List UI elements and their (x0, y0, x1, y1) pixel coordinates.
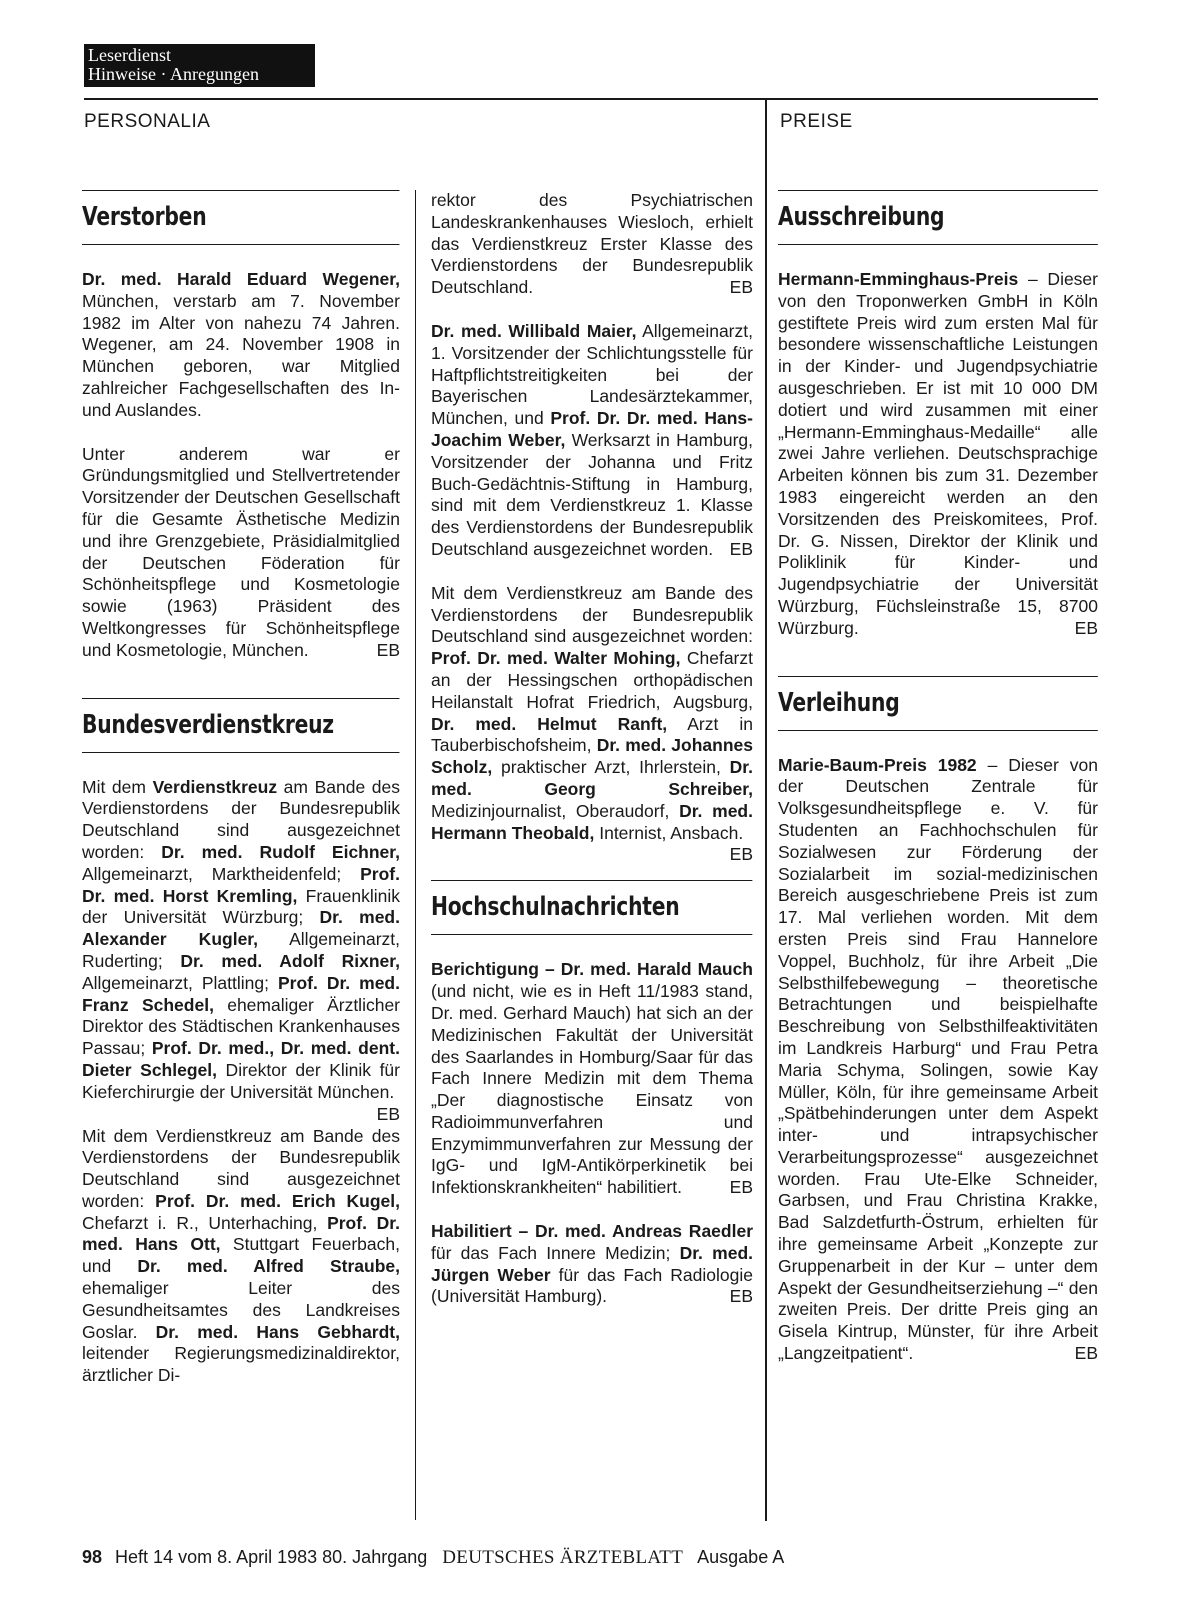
article-wegener: Dr. med. Harald Eduard Wegener, München, verstarb am 7. November 1982 im Alter von nahezu 74 Jahren. Wegener, am 24. November 1908 in München geboren, war Mitglied zahlreicher Fachgesellschaften des In- und Auslandes. (82, 269, 400, 420)
article-berichtigung: Berichtigung – Dr. med. Harald Mauch (und nicht, wie es in Heft 11/1983 stand, Dr. med. Gerhard Mauch) hat sich an der Medizinischen Fakultät der Universität des Saarlandes in Homburg/Saar für das Fach Innere Medizin mit dem Thema „Der diagnostische Einsatz von Radioimmunverfahren und Enzymimmunverfahren zur Messung der IgG- und IgM-Antikörperkinetik bei Infektionskrankheiten“ habilitiert. EB (431, 959, 753, 1198)
issue-info: Heft 14 vom 8. April 1983 80. Jahrgang (115, 1547, 428, 1567)
author-sign: EB (1074, 1343, 1098, 1364)
section-label-personalia: PERSONALIA (84, 111, 211, 132)
article-emminghaus-preis: Hermann-Emminghaus-Preis – Dieser von den Troponwerken GmbH in Köln gestiftete Preis wird zum ersten Mal für besondere wissenschaftliche Leistungen in der Kinder- und Jugendpsychiatrie ausgeschrieben. Er ist mit 10 000 DM dotiert und wird zusammen mit einer „Hermann-Emminghaus-Medaille“ alle zwei Jahre verliehen. Deutschsprachige Arbeiten können bis zum 31. Dezember 1983 eingereicht werden an den Vorsitzenden des Preiskomitees, Prof. Dr. G. Nissen, Direktor der Klinik und Poliklinik für Kinder- und Jugendpsychiatrie der Universität Würzburg, Füchsleinstraße 15, 8700 Würzburg. EB (778, 269, 1098, 638)
author-sign: EB (376, 639, 400, 660)
heading-bundesverdienstkreuz: Bundesverdienstkreuz (82, 698, 399, 753)
author-sign: EB (1074, 617, 1098, 638)
article-verdienstkreuz-2: Mit dem Verdienstkreuz am Bande des Verdienstordens der Bundesrepublik Deutschland sind ausgezeichnet worden: Prof. Dr. med. Erich Kugel, Chefarzt i. R., Unterhaching, Prof. Dr. med. Hans Ott, Stuttgart Feuerbach, und Dr. med. Alfred Straube, ehemaliger Leiter des Gesundheitsamtes des Landkreises Goslar. Dr. med. Hans Gebhardt, leitender Regierungsmedizinaldirektor, ärztlicher Di- (82, 1125, 401, 1386)
author-sign: EB (729, 538, 753, 559)
section-label-preise: PREISE (780, 111, 853, 132)
article-wegener-continued: Unter anderem war er Gründungsmitglied und Stellvertretender Vorsitzender der Deutschen Gesellschaft für die Gesamte Ästhetische Medizin und ihre Grenzgebiete, Präsidialmitglied der Deutschen Föderation für Schönheitspflege und Kosmetologie sowie (1963) Präsident des Weltkongresses für Schönheitspflege und Kosmetologie, München. EB (82, 443, 400, 660)
author-sign: EB (376, 1103, 400, 1124)
edition: Ausgabe A (697, 1547, 785, 1567)
heading-verleihung: Verleihung (778, 676, 1097, 731)
journal-title: DEUTSCHES ÄRZTEBLATT (442, 1547, 684, 1568)
column-right (778, 190, 1098, 1387)
column-divider (415, 190, 416, 1520)
article-marie-baum-preis: Marie-Baum-Preis 1982 – Dieser von der Deutschen Zentrale für Volksgesundheitspflege e. V. für Studenten an Fachhochschulen für Sozialwesen zur Förderung der Sozialarbeit im sozial-medizinischen Bereich ausgeschriebene Preis ist zum 17. Mal verliehen worden. Mit dem ersten Preis sind Frau Hannelore Voppel, Buchholz, für ihre Arbeit „Die Selbsthilfebewegung – theoretische Betrachtungen und beispielhafte Beschreibung von Selbsthilfeaktivitäten im Landkreis Harburg“ und Frau Petra Maria Schyma, Solingen, sowie Kay Müller, Köln, für ihre gemeinsame Arbeit „Spätbehinderungen unter dem Aspekt inter- und intrapsychischer Verarbeitungsprozesse“ ausgezeichnet worden. Frau Ute-Elke Schneider, Garbsen, und Frau Christina Krakke, Bad Salzdetfurth-Östrum, erhielten für ihre gemeinsame Arbeit „Konzepte zur Gruppenarbeit in der Kur – unter dem Aspekt der Gesundheitserziehung –“ den zweiten Preis. Der dritte Preis ging an Gisela Kintrup, Münster, für ihre Arbeit „Langzeitpatient“. EB (778, 754, 1098, 1364)
article-verdienstkreuz-1: Mit dem Verdienstkreuz am Bande des Verdienstordens der Bundesrepublik Deutschland sind ausgezeichnet worden: Dr. med. Rudolf Eichner, Allgemeinarzt, Marktheidenfeld; Prof. Dr. med. Horst Kremling, Frauenklinik der Universität Würzburg; Dr. med. Alexander Kugler, Allgemeinarzt, Ruderting; Dr. med. Adolf Rixner, Allgemeinarzt, Plattling; Prof. Dr. med. Franz Schedel, ehemaliger Ärztlicher Direktor des Städtischen Krankenhauses Passau; Prof. Dr. med., Dr. med. dent. Dieter Schlegel, Direktor der Klinik für Kieferchirurgie der Universität München. EB (82, 776, 401, 1124)
article-habilitiert: Habilitiert – Dr. med. Andreas Raedler für das Fach Innere Medizin; Dr. med. Jürgen Weber für das Fach Radiologie (Universität Hamburg). EB (431, 1221, 753, 1307)
badge-line-1: Leserdienst (88, 45, 171, 65)
column-left (82, 190, 400, 1409)
heading-ausschreibung: Ausschreibung (778, 190, 1097, 245)
heading-hochschulnachrichten: Hochschulnachrichten (431, 880, 752, 935)
article-verdienstkreuz-4: Mit dem Verdienstkreuz am Bande des Verdienstordens der Bundesrepublik Deutschland sind ausgezeichnet worden: Prof. Dr. med. Walter Mohing, Chefarzt an der Hessingschen orthopädischen Heilanstalt Hofrat Friedrich, Augsburg, Dr. med. Helmut Ranft, Arzt in Tauberbischofsheim, Dr. med. Johannes Scholz, praktischer Arzt, Ihrlerstein, Dr. med. Georg Schreiber, Medizinjournalist, Oberaudorf, Dr. med. Hermann Theobald, Internist, Ansbach. EB (431, 582, 753, 865)
author-sign: EB (729, 1286, 753, 1307)
page-number: 98 (82, 1547, 103, 1567)
author-sign: EB (729, 844, 753, 865)
column-badge (84, 44, 315, 87)
author-sign: EB (729, 277, 753, 298)
column-middle (431, 190, 753, 1330)
heading-verstorben: Verstorben (82, 190, 399, 245)
author-sign: EB (729, 1177, 753, 1198)
page-footer (82, 1547, 784, 1569)
article-verdienstkreuz-2-continued: rektor des Psychiatrischen Landeskrankenhauses Wiesloch, erhielt das Verdienstkreuz Erster Klasse des Verdienstordens der Bundesrepublik Deutschland. EB (431, 190, 753, 298)
section-divider (765, 99, 767, 1521)
badge-line-2: Hinweise · Anregungen (88, 64, 259, 84)
article-verdienstkreuz-3: Dr. med. Willibald Maier, Allgemeinarzt, 1. Vorsitzender der Schlichtungsstelle für Haftpflichtstreitigkeiten bei der Bayerischen Landesärztekammer, München, und Prof. Dr. Dr. med. Hans-Joachim Weber, Werksarzt in Hamburg, Vorsitzender der Johanna und Fritz Buch-Gedächtnis-Stiftung in Hamburg, sind mit dem Verdienstkreuz 1. Klasse des Verdienstordens der Bundesrepublik Deutschland ausgezeichnet worden. EB (431, 320, 753, 559)
top-rule (84, 98, 1098, 100)
